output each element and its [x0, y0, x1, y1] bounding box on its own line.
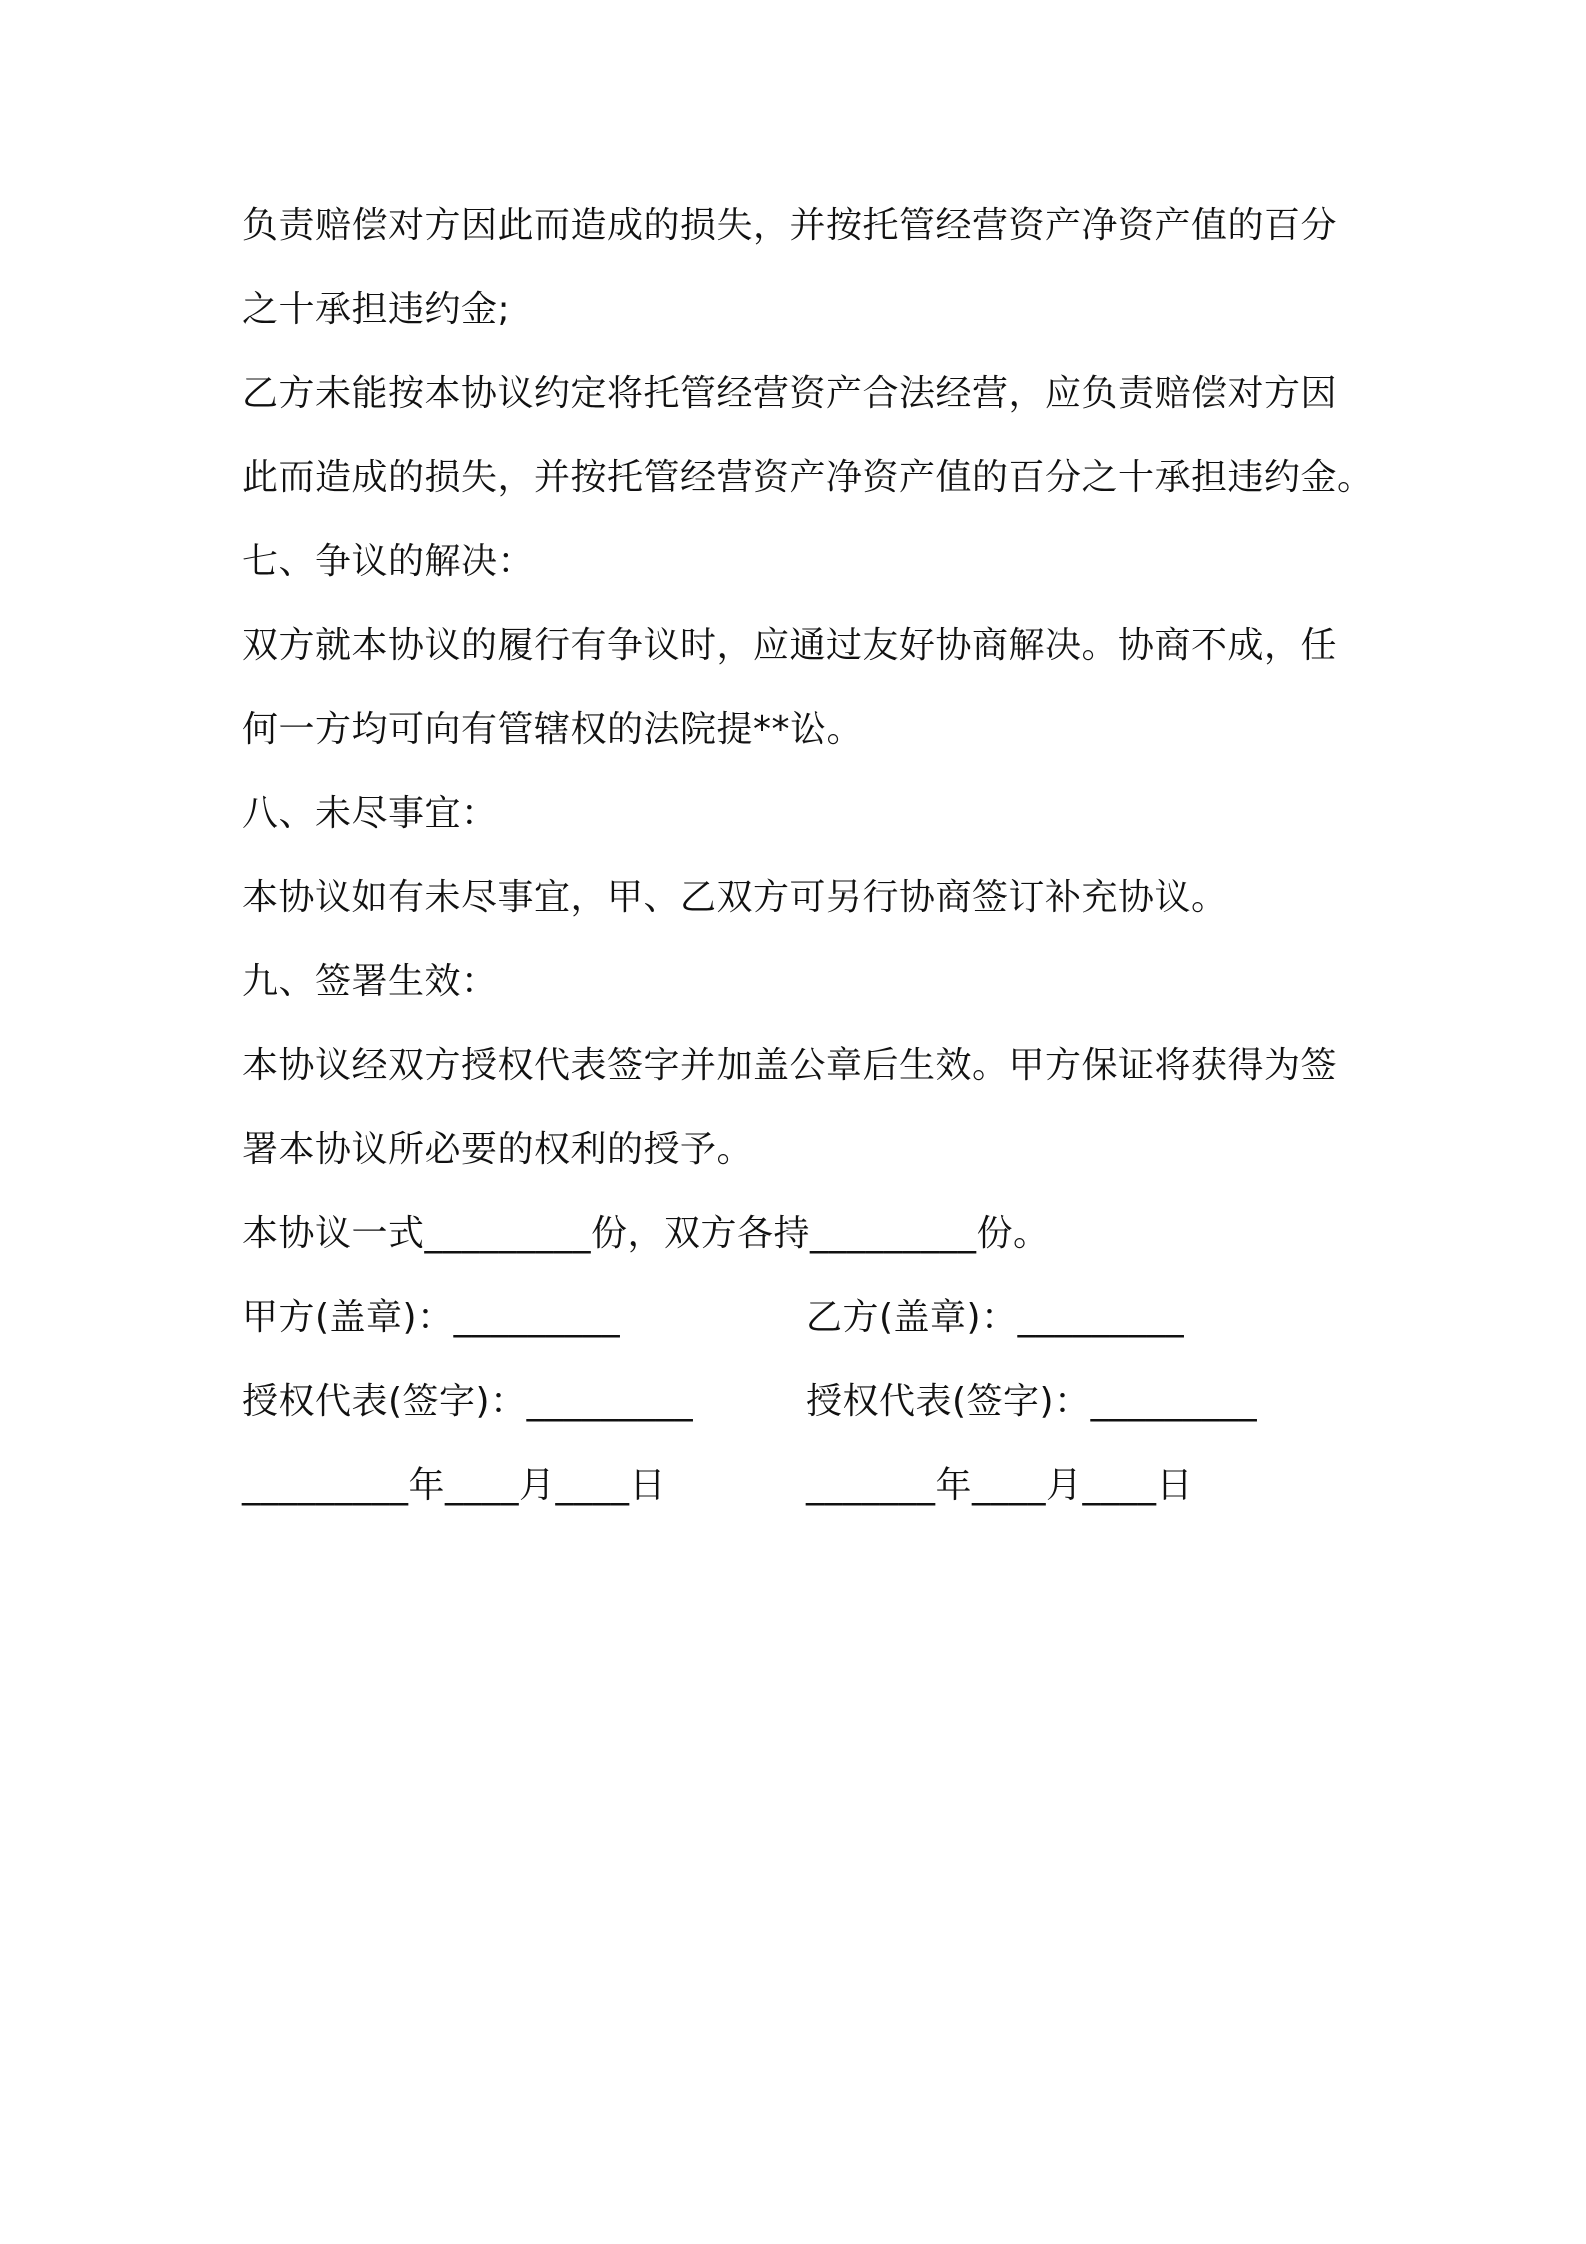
- clause-text-line: 何一方均可向有管辖权的法院提**讼。: [242, 709, 864, 750]
- clause-text-line: 之十承担违约金;: [242, 289, 511, 330]
- section-heading-effect: 九、签署生效：: [242, 961, 498, 1002]
- section-heading-misc: 八、未尽事宜：: [242, 793, 498, 834]
- clause-text-line: 此而造成的损失，并按托管经营资产净资产值的百分之十承担违约金。: [242, 457, 1374, 498]
- party-b-seal-field: 乙方(盖章)：_________: [806, 1297, 1185, 1338]
- section-heading-dispute: 七、争议的解决：: [242, 541, 535, 582]
- clause-text-line: 本协议经双方授权代表签字并加盖公章后生效。甲方保证将获得为签: [242, 1045, 1338, 1086]
- clause-text-line: 乙方未能按本协议约定将托管经营资产合法经营，应负责赔偿对方因: [242, 373, 1338, 414]
- party-a-seal-field: 甲方(盖章)：_________: [242, 1297, 621, 1338]
- clause-text-line: 负责赔偿对方因此而造成的损失，并按托管经营资产净资产值的百分: [242, 205, 1338, 246]
- party-a-representative-field: 授权代表(签字)：_________: [242, 1381, 694, 1422]
- clause-text-line: 本协议如有未尽事宜，甲、乙双方可另行协商签订补充协议。: [242, 877, 1228, 918]
- copies-line: 本协议一式_________份，双方各持_________份。: [242, 1213, 1050, 1254]
- party-a-date-field: _________年____月____日: [242, 1465, 666, 1506]
- party-b-date-field: _______年____月____日: [806, 1465, 1194, 1506]
- party-b-representative-field: 授权代表(签字)：_________: [806, 1381, 1258, 1422]
- clause-text-line: 署本协议所必要的权利的授予。: [242, 1129, 754, 1170]
- clause-text-line: 双方就本协议的履行有争议时，应通过友好协商解决。协商不成，任: [242, 625, 1338, 666]
